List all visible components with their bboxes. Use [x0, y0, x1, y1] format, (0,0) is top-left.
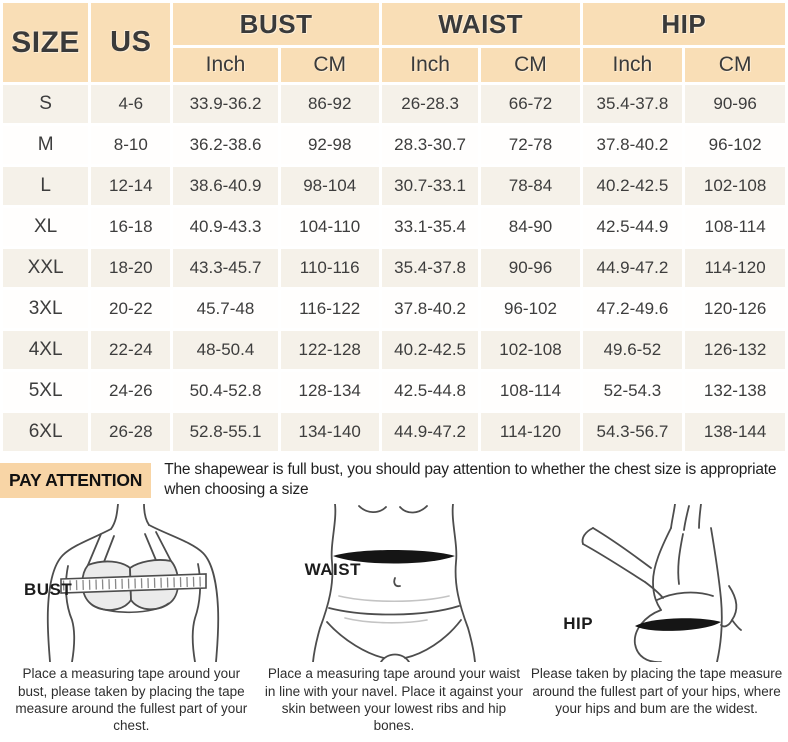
- col-header-bust: BUST: [173, 3, 378, 45]
- cell-waist-inch: 37.8-40.2: [382, 290, 479, 328]
- cell-waist-cm: 114-120: [481, 413, 579, 451]
- cell-bust-cm: 86-92: [281, 85, 379, 123]
- cell-waist-cm: 96-102: [481, 290, 579, 328]
- cell-waist-inch: 30.7-33.1: [382, 167, 479, 205]
- cell-us: 24-26: [91, 372, 170, 410]
- cell-waist-cm: 72-78: [481, 126, 579, 164]
- subheader-hip-inch: Inch: [583, 48, 683, 82]
- cell-size: S: [3, 85, 88, 123]
- cell-bust-inch: 43.3-45.7: [173, 249, 277, 287]
- cell-hip-inch: 52-54.3: [583, 372, 683, 410]
- cell-size: XL: [3, 208, 88, 246]
- cell-size: 6XL: [3, 413, 88, 451]
- cell-size: 5XL: [3, 372, 88, 410]
- cell-hip-cm: 102-108: [685, 167, 785, 205]
- cell-us: 4-6: [91, 85, 170, 123]
- cell-hip-inch: 49.6-52: [583, 331, 683, 369]
- cell-hip-cm: 126-132: [685, 331, 785, 369]
- cell-size: 3XL: [3, 290, 88, 328]
- col-header-size: SIZE: [3, 3, 88, 82]
- table-row: [3, 167, 785, 205]
- cell-waist-inch: 40.2-42.5: [382, 331, 479, 369]
- table-row: [3, 249, 785, 287]
- cell-size: XXL: [3, 249, 88, 287]
- table-row: [3, 331, 785, 369]
- cell-size: 4XL: [3, 331, 88, 369]
- cell-us: 16-18: [91, 208, 170, 246]
- cell-waist-cm: 66-72: [481, 85, 579, 123]
- cell-bust-cm: 104-110: [281, 208, 379, 246]
- cell-waist-inch: 26-28.3: [382, 85, 479, 123]
- note-text: The shapewear is full bust, you should pay attention to whether the chest size is appropriate when choosing a size: [164, 461, 777, 499]
- cell-size: L: [3, 167, 88, 205]
- cell-bust-inch: 38.6-40.9: [173, 167, 277, 205]
- cell-us: 18-20: [91, 249, 170, 287]
- subheader-bust-cm: CM: [281, 48, 379, 82]
- table-row: [3, 290, 785, 328]
- cell-waist-cm: 102-108: [481, 331, 579, 369]
- subheader-bust-inch: Inch: [173, 48, 277, 82]
- cell-us: 26-28: [91, 413, 170, 451]
- subheader-hip-cm: CM: [685, 48, 785, 82]
- cell-bust-cm: 134-140: [281, 413, 379, 451]
- cell-waist-inch: 33.1-35.4: [382, 208, 479, 246]
- subheader-waist-cm: CM: [481, 48, 579, 82]
- cell-hip-inch: 54.3-56.7: [583, 413, 683, 451]
- cell-us: 22-24: [91, 331, 170, 369]
- table-row: [3, 413, 785, 451]
- hip-label: HIP: [563, 614, 594, 634]
- cell-waist-inch: 44.9-47.2: [382, 413, 479, 451]
- cell-hip-cm: 108-114: [685, 208, 785, 246]
- cell-hip-inch: 47.2-49.6: [583, 290, 683, 328]
- cell-waist-inch: 42.5-44.8: [382, 372, 479, 410]
- cell-bust-cm: 116-122: [281, 290, 379, 328]
- cell-hip-cm: 114-120: [685, 249, 785, 287]
- cell-waist-inch: 35.4-37.8: [382, 249, 479, 287]
- cell-waist-cm: 90-96: [481, 249, 579, 287]
- cell-bust-inch: 45.7-48: [173, 290, 277, 328]
- cell-bust-inch: 36.2-38.6: [173, 126, 277, 164]
- bust-label: BUST: [24, 580, 73, 600]
- hip-caption: Please taken by placing the tape measure around the fullest part of your hips, where your hips and bum are the widest.: [530, 666, 783, 716]
- cell-waist-cm: 78-84: [481, 167, 579, 205]
- cell-waist-inch: 28.3-30.7: [382, 126, 479, 164]
- table-row: [3, 126, 785, 164]
- figure-waist: [263, 504, 526, 734]
- measuring-figures: [0, 504, 788, 734]
- cell-bust-cm: 128-134: [281, 372, 379, 410]
- cell-hip-cm: 132-138: [685, 372, 785, 410]
- subheader-waist-inch: Inch: [382, 48, 479, 82]
- cell-us: 20-22: [91, 290, 170, 328]
- figure-hip: [525, 504, 788, 734]
- waist-caption: Place a measuring tape around your waist in line with your navel. Place it against your skin between your lowest ribs and hip bones.: [264, 666, 523, 734]
- note-row: [0, 454, 788, 504]
- table-row: [3, 85, 785, 123]
- cell-hip-inch: 42.5-44.9: [583, 208, 683, 246]
- table-row: [3, 208, 785, 246]
- cell-size: M: [3, 126, 88, 164]
- cell-hip-inch: 37.8-40.2: [583, 126, 683, 164]
- cell-bust-inch: 48-50.4: [173, 331, 277, 369]
- cell-bust-cm: 110-116: [281, 249, 379, 287]
- cell-bust-cm: 98-104: [281, 167, 379, 205]
- cell-waist-cm: 108-114: [481, 372, 579, 410]
- hip-illustration-icon: [533, 504, 781, 662]
- bust-caption: Place a measuring tape around your bust, please taken by placing the tape measure around the fullest part of your chest.: [15, 666, 248, 734]
- cell-us: 12-14: [91, 167, 170, 205]
- cell-bust-cm: 92-98: [281, 126, 379, 164]
- pay-attention-badge: PAY ATTENTION: [0, 463, 151, 498]
- cell-hip-cm: 138-144: [685, 413, 785, 451]
- col-header-waist: WAIST: [382, 3, 580, 45]
- waist-illustration-icon: [269, 504, 519, 662]
- col-header-hip: HIP: [583, 3, 785, 45]
- cell-hip-cm: 120-126: [685, 290, 785, 328]
- cell-bust-inch: 33.9-36.2: [173, 85, 277, 123]
- waist-label: WAIST: [304, 560, 361, 580]
- table-row: [3, 372, 785, 410]
- cell-waist-cm: 84-90: [481, 208, 579, 246]
- cell-us: 8-10: [91, 126, 170, 164]
- cell-bust-inch: 52.8-55.1: [173, 413, 277, 451]
- col-header-us: US: [91, 3, 170, 82]
- cell-hip-cm: 96-102: [685, 126, 785, 164]
- figure-bust: [0, 504, 263, 734]
- cell-bust-inch: 50.4-52.8: [173, 372, 277, 410]
- cell-hip-cm: 90-96: [685, 85, 785, 123]
- cell-bust-inch: 40.9-43.3: [173, 208, 277, 246]
- cell-bust-cm: 122-128: [281, 331, 379, 369]
- cell-hip-inch: 40.2-42.5: [583, 167, 683, 205]
- cell-hip-inch: 35.4-37.8: [583, 85, 683, 123]
- cell-hip-inch: 44.9-47.2: [583, 249, 683, 287]
